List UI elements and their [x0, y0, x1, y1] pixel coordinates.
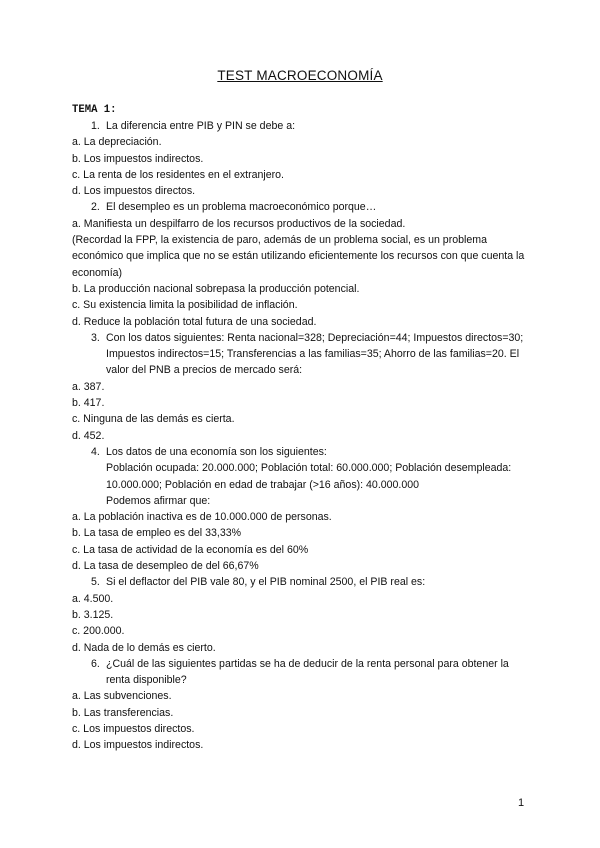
- section-heading: TEMA 1:: [72, 104, 117, 116]
- page-number: 1: [518, 797, 525, 809]
- option: d. La tasa de desempleo de del 66,67%: [72, 560, 259, 573]
- question-closing: Podemos afirmar que:: [106, 494, 211, 507]
- option: a. La población inactiva es de 10.000.000 de personas.: [72, 511, 332, 524]
- question-number: 1.: [91, 120, 100, 132]
- question-number: 5.: [91, 576, 100, 589]
- question-6: [72, 656, 532, 689]
- option: b. 417.: [72, 397, 105, 410]
- option: d. 452.: [72, 429, 105, 442]
- option: a. Las subvenciones.: [72, 690, 172, 703]
- option: c. La tasa de actividad de la economía es del 60%: [72, 543, 309, 556]
- question-5: [72, 574, 532, 590]
- option: d. Los impuestos indirectos.: [72, 739, 204, 752]
- question-data: Población ocupada: 20.000.000; Población total: 60.000.000; Población desempleada: 10.000.000; Población en edad de trabajar (>16 años): 40.000.000: [106, 462, 512, 491]
- option: c. 200.000.: [72, 625, 125, 638]
- option: c. Ninguna de las demás es cierta.: [72, 413, 235, 426]
- question-list: [72, 118, 532, 754]
- option: d. Los impuestos directos.: [72, 185, 196, 198]
- question-number: 6.: [91, 657, 100, 670]
- option: a. 4.500.: [72, 592, 114, 605]
- question-number: 4.: [91, 445, 100, 458]
- question-text: Con los datos siguientes: Renta nacional=328; Depreciación=44; Impuestos directos=30; Impuestos indirectos=15; Transferencias a las familias=35; Ahorro de las familias=20. El valor del PNB a precios de mercado será:: [106, 331, 524, 377]
- question-1: [72, 118, 532, 134]
- option: c. La renta de los residentes en el extranjero.: [72, 168, 284, 181]
- question-3: [72, 330, 532, 379]
- option: a. Manifiesta un despilfarro de los recursos productivos de la sociedad.: [72, 217, 406, 230]
- answer-note: (Recordad la FPP, la existencia de paro, además de un problema social, es un problema económico que implica que no se están utilizando eficientemente los recursos con que cuenta la economía): [72, 234, 525, 279]
- option: b. Los impuestos indirectos.: [72, 152, 204, 165]
- question-text: El desempleo es un problema macroeconómico porque…: [106, 201, 377, 214]
- option: b. La tasa de empleo es del 33,33%: [72, 527, 242, 540]
- option: a. 387.: [72, 380, 105, 393]
- option: b. Las transferencias.: [72, 706, 174, 719]
- question-text: La diferencia entre PIB y PIN se debe a:: [106, 120, 296, 132]
- option: b. La producción nacional sobrepasa la producción potencial.: [72, 282, 360, 295]
- option: c. Su existencia limita la posibilidad de inflación.: [72, 299, 298, 312]
- question-4: [72, 444, 532, 460]
- question-2: [72, 199, 532, 215]
- option: b. 3.125.: [72, 608, 114, 621]
- option: a. La depreciación.: [72, 136, 162, 149]
- question-text: Si el deflactor del PIB vale 80, y el PIB nominal 2500, el PIB real es:: [106, 576, 426, 589]
- page-title: TEST MACROECONOMÍA: [217, 68, 383, 83]
- option: d. Reduce la población total futura de una sociedad.: [72, 315, 317, 328]
- question-number: 2.: [91, 201, 100, 214]
- option: c. Los impuestos directos.: [72, 722, 195, 735]
- question-text: Los datos de una economía son los siguientes:: [106, 445, 327, 458]
- question-text: ¿Cuál de las siguientes partidas se ha de deducir de la renta personal para obtener la renta disponible?: [106, 657, 509, 687]
- option: d. Nada de lo demás es cierto.: [72, 641, 216, 654]
- question-number: 3.: [91, 331, 100, 344]
